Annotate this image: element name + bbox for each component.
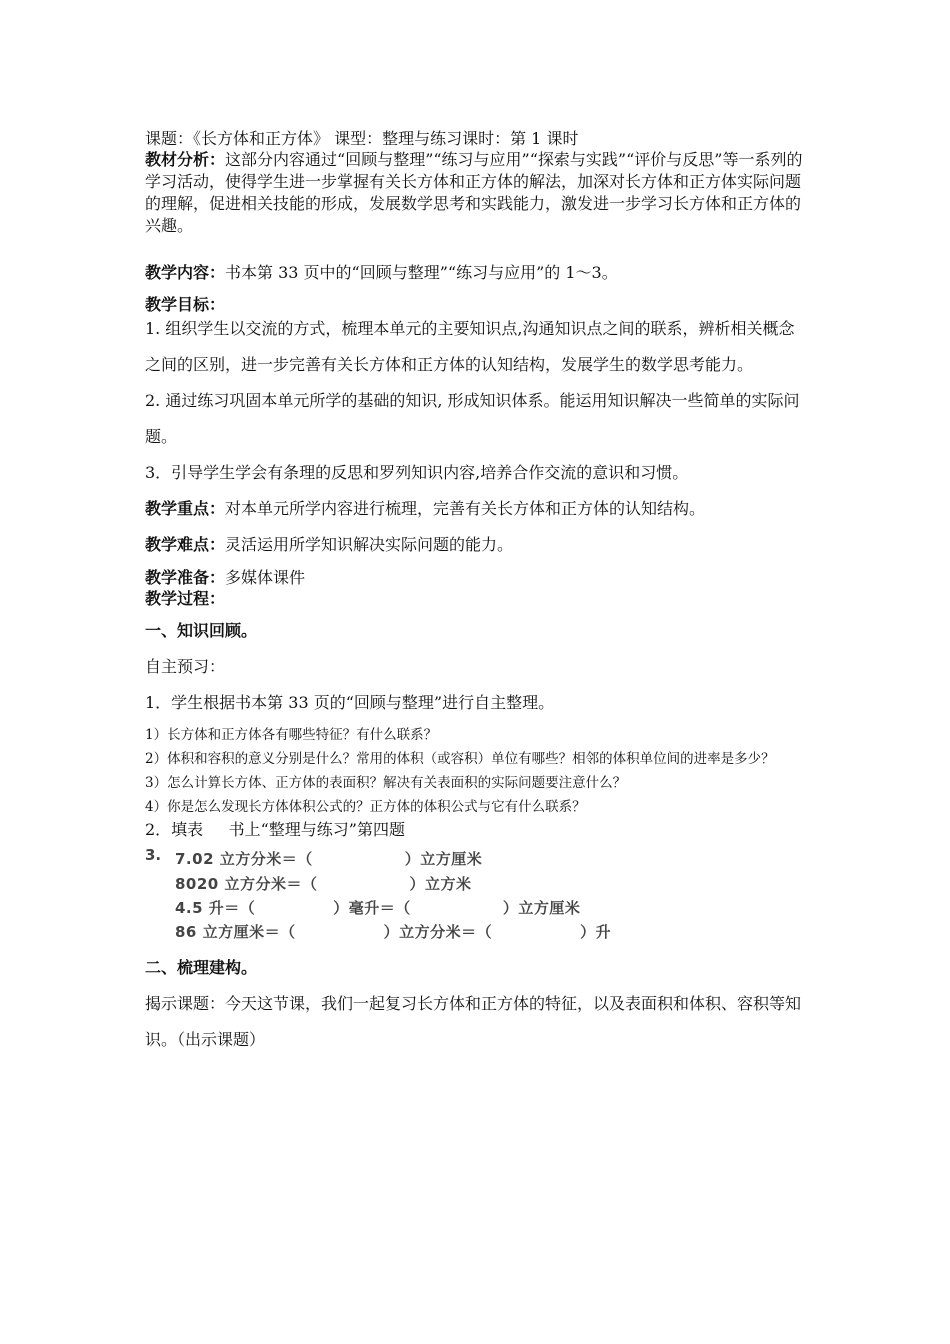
prep-paragraph: [145, 567, 810, 588]
goal-item-2: 2. 通过练习巩固本单元所学的基础的知识, 形成知识体系。能运用知识解决一些简单的实际问题。: [145, 391, 800, 446]
exercise-number: 3.: [145, 846, 162, 864]
exercise-row-4-part-1: 86 立方厘米＝（: [175, 923, 296, 941]
topic-line: 课题：《长方体和正方体》 课型：整理与练习课时：第 1 课时: [145, 129, 579, 148]
exercise-row-4-part-3: ）升: [580, 923, 612, 941]
exercise-row-2: [175, 873, 472, 894]
exercise-row-2-part-2: ）立方米: [409, 875, 472, 893]
content-text: 书本第 33 页中的“回顾与整理”“练习与应用”的 1～3。: [225, 263, 618, 282]
exercise-row-3: [175, 897, 580, 918]
exercise-image: [145, 844, 810, 944]
difficulty-text: 灵活运用所学知识解决实际问题的能力。: [225, 535, 514, 554]
section1-step1: 1．学生根据书本第 33 页的“回顾与整理”进行自主整理。: [145, 693, 555, 712]
focus-paragraph: [145, 491, 810, 527]
section1-title: 一、知识回顾。: [145, 621, 258, 640]
exercise-row-3-part-2: ）毫升＝（: [333, 899, 411, 917]
exercise-row-1-part-1: 7.02 立方分米＝（: [175, 850, 313, 868]
focus-text: 对本单元所学内容进行梳理，完善有关长方体和正方体的认知结构。: [225, 499, 706, 518]
section1-sub: 自主预习：: [145, 657, 226, 676]
goal-item-3: 3．引导学生学会有条理的反思和罗列知识内容,培养合作交流的意识和习惯。: [145, 463, 689, 482]
exercise-row-2-part-1: 8020 立方分米＝（: [175, 875, 318, 893]
goals-label: 教学目标：: [145, 295, 226, 314]
question-4: 4）你是怎么发现长方体体积公式的？正方体的体积公式与它有什么联系？: [145, 799, 586, 815]
exercise-row-1-part-2: ）立方厘米: [404, 850, 483, 868]
question-3: 3）怎么计算长方体、正方体的表面积？解决有关表面积的实际问题要注意什么？: [145, 775, 627, 791]
exercise-row-4: [175, 921, 611, 942]
analysis-label: 教材分析：: [145, 150, 226, 169]
goal-item-1: 1. 组织学生以交流的方式，梳理本单元的主要知识点,沟通知识点之间的联系，辨析相关概念之间的区别，进一步完善有关长方体和正方体的认知结构，发展学生的数学思考能力。: [145, 319, 795, 374]
process-label: 教学过程：: [145, 589, 226, 608]
exercise-row-3-part-1: 4.5 升＝（: [175, 899, 256, 917]
section2-title: 二、梳理建构。: [145, 958, 258, 977]
document-page: [145, 128, 810, 1058]
section2-text: 揭示课题：今天这节课，我们一起复习长方体和正方体的特征，以及表面积和体积、容积等知识。（出示课题）: [145, 994, 802, 1049]
content-label: 教学内容：: [145, 263, 226, 282]
exercise-row-3-part-3: ）立方厘米: [502, 899, 581, 917]
exercise-row-4-part-2: ）立方分米＝（: [383, 923, 493, 941]
content-paragraph: [145, 262, 810, 283]
focus-label: 教学重点：: [145, 499, 226, 518]
difficulty-paragraph: [145, 527, 810, 563]
question-2: 2）体积和容积的意义分别是什么？常用的体积（或容积）单位有哪些？相邻的体积单位间的进率是多少？: [145, 751, 775, 767]
difficulty-label: 教学难点：: [145, 535, 226, 554]
prep-text: 多媒体课件: [225, 568, 306, 587]
analysis-text: 这部分内容通过“回顾与整理”“练习与应用”“探索与实践”“评价与反思”等一系列的学习活动，使得学生进一步掌握有关长方体和正方体的解法，加深对长方体和正方体实际问题的理解，促进相关技能的形成，发展数学思考和实践能力，激发进一步学习长方体和正方体的兴趣。: [145, 150, 803, 235]
exercise-row-1: [175, 848, 482, 869]
analysis-paragraph: [145, 149, 810, 237]
prep-label: 教学准备：: [145, 568, 226, 587]
question-1: 1）长方体和正方体各有哪些特征？有什么联系？: [145, 727, 438, 743]
section1-step2: 2．填表 书上“整理与练习”第四题: [145, 820, 405, 839]
